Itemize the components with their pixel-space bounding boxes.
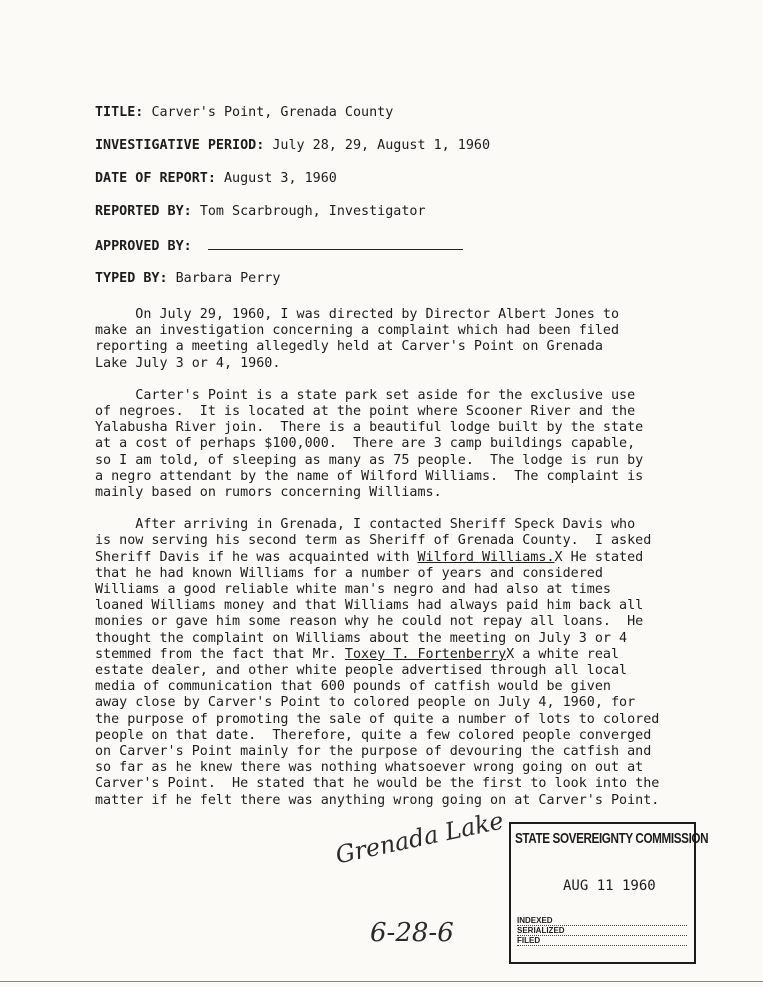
stamp-serialized: SERIALIZED	[517, 926, 687, 936]
paragraph-3	[95, 517, 745, 809]
stamp-date: AUG 11 1960	[563, 878, 656, 894]
stamp-filed: FILED	[517, 936, 687, 946]
report-body	[95, 307, 745, 825]
date-line	[95, 171, 337, 187]
date-value: August 3, 1960	[224, 171, 337, 186]
paragraph-2: Carter's Point is a state park set aside for the exclusive use of negroes. It is located at the point where Scooner River and the Yalabusha River join. There is a beautiful lodge built by the state at a cost of perhaps $100,000. There are 3 camp buildings capable, so I am told, of sleeping as many as 75 people. The lodge is run by a negro attendant by the name of Wilford Williams. The complaint is mainly based on rumors concerning Williams.	[95, 387, 644, 501]
reported-line	[95, 204, 426, 220]
period-label: INVESTIGATIVE PERIOD:	[95, 138, 265, 153]
date-label: DATE OF REPORT:	[95, 171, 216, 186]
stamp-fields	[517, 916, 687, 946]
stamp-title: STATE SOVEREIGNTY COMMISSION	[515, 830, 709, 847]
approved-signature-line	[208, 237, 463, 250]
approved-line	[95, 237, 463, 255]
title-line	[95, 105, 393, 121]
handwritten-note-location: Grenada Lake	[333, 806, 506, 870]
underlined-name-toxey-fortenberry: Toxey T. Fortenberry	[344, 646, 507, 662]
reported-label: REPORTED BY:	[95, 204, 192, 219]
reported-value: Tom Scarbrough, Investigator	[199, 204, 426, 219]
typed-label: TYPED BY:	[95, 271, 168, 286]
bottom-edge-rule	[0, 981, 763, 982]
paragraph-3-part-a: After arriving in Grenada, I contacted Sheriff Speck Davis who is now serving his second term as Sheriff of Grenada County. I asked Sheriff Davis if he was acquainted with	[95, 517, 652, 565]
paragraph-1: On July 29, 1960, I was directed by Director Albert Jones to make an investigation concerning a complaint which had been filed reporting a meeting allegedly held at Carver's Point on Grenada Lake July 3 or 4, 1960.	[95, 307, 620, 371]
title-label: TITLE:	[95, 105, 144, 120]
handwritten-note-number: 6-28-6	[370, 918, 454, 948]
typed-line	[95, 271, 280, 287]
paragraph-3-part-b: X He stated that he had known Williams for a number of years and considered Williams a good reliable white man's negro and had also at times loaned Williams money and that Williams had always paid him back all monies or gave him some reason why he could not repay all loans. He thought the complaint on Williams about the meeting on July 3 or 4 stemmed from the fact that Mr.	[95, 549, 644, 662]
period-value: July 28, 29, August 1, 1960	[272, 138, 491, 153]
title-value: Carver's Point, Grenada County	[151, 105, 394, 120]
commission-stamp	[509, 822, 709, 964]
underlined-name-wilford-williams: Wilford Williams.	[417, 549, 555, 565]
stamp-indexed: INDEXED	[517, 916, 687, 926]
typed-value: Barbara Perry	[175, 271, 281, 286]
period-line	[95, 138, 490, 154]
approved-label: APPROVED BY:	[95, 239, 192, 254]
paragraph-3-part-c: X a white real estate dealer, and other white people advertised through all local media of communication that 600 pounds of catfish would be given away close by Carver's Point to colored people on July 4, 1960, for the purpose of promoting the sale of quite a number of lots to colored people on that date. Therefore, quite a few colored people converged on Carver's Point mainly for the purpose of devouring the catfish and so far as he knew there was nothing whatsoever wrong going on out at Carver's Point. He stated that he would be the first to look into the matter if he felt there was anything wrong going on at Carver's Point.	[95, 646, 660, 808]
